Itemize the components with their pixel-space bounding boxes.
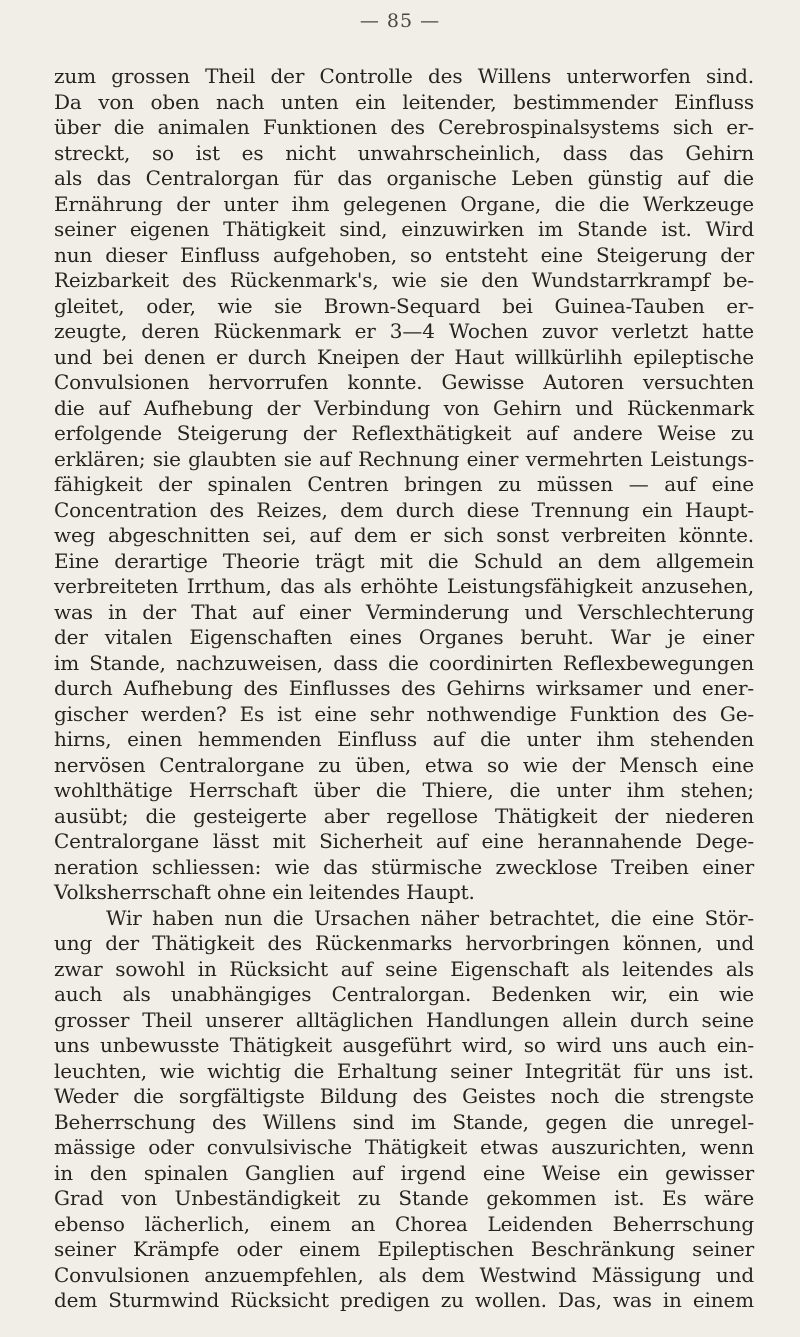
text-line: mässige oder convulsivische Thätigkeit etwas auszurichten, wenn [54, 1135, 754, 1159]
text-line: durch Aufhebung des Einflusses des Gehirns wirksamer und ener- [54, 676, 754, 700]
text-line: Reizbarkeit des Rückenmark's, wie sie den Wundstarrkrampf be- [54, 268, 754, 292]
text-line: Beherrschung des Willens sind im Stande, gegen die unregel- [54, 1109, 754, 1134]
text-line: zeugte, deren Rückenmark er 3—4 Wochen zuvor verletzt hatte [54, 319, 754, 343]
text-line: seiner eigenen Thätigkeit sind, einzuwirken im Stande ist. Wird [54, 217, 754, 241]
text-line: und bei denen er durch Kneipen der Haut willkürlihh epileptische [54, 344, 754, 369]
text-line: Ernährung der unter ihm gelegenen Organe, die die Werkzeuge [54, 191, 754, 216]
text-line: Weder die sorgfältigste Bildung des Geistes noch die strengste [54, 1084, 754, 1108]
text-line: was in der That auf einer Verminderung und Verschlechterung [54, 599, 754, 624]
text-line: zum grossen Theil der Controlle des Willens unterworfen sind. [54, 64, 754, 88]
text-line: im Stande, nachzuweisen, dass die coordinirten Reflexbewegungen [54, 650, 754, 675]
text-line: nervösen Centralorgane zu üben, etwa so wie der Mensch eine [54, 752, 754, 777]
text-line: streckt, so ist es nicht unwahrscheinlich, dass das Gehirn [54, 140, 754, 165]
text-line: Grad von Unbeständigkeit zu Stande gekommen ist. Es wäre [54, 1186, 754, 1210]
text-line: uns unbewusste Thätigkeit ausgeführt wird, so wird uns auch ein- [54, 1033, 754, 1057]
text-line: zwar sowohl in Rücksicht auf seine Eigenschaft als leitendes als [54, 956, 754, 981]
text-line: fähigkeit der spinalen Centren bringen zu müssen — auf eine [54, 472, 754, 496]
text-line: in den spinalen Ganglien auf irgend eine Weise ein gewisser [54, 1160, 754, 1185]
text-line: Centralorgane lässt mit Sicherheit auf eine herannahende Dege- [54, 829, 754, 853]
text-line: nun dieser Einfluss aufgehoben, so entsteht eine Steigerung der [54, 242, 754, 267]
text-line: dem Sturmwind Rücksicht predigen zu wollen. Das, was in einem [54, 1288, 754, 1312]
text-line: Wir haben nun die Ursachen näher betrachtet, die eine Stör- [106, 905, 754, 930]
text-line: Concentration des Reizes, dem durch diese Trennung ein Haupt- [54, 497, 754, 522]
text-line: Eine derartige Theorie trägt mit die Schuld an dem allgemein [54, 548, 754, 573]
text-line: auch als unabhängiges Centralorgan. Bedenken wir, ein wie [54, 982, 754, 1006]
text-line: ausübt; die gesteigerte aber regellose Thätigkeit der niederen [54, 803, 754, 828]
text-line: ebenso lächerlich, einem an Chorea Leidenden Beherrschung [54, 1211, 754, 1236]
text-line: verbreiteten Irrthum, das als erhöhte Leistungsfähigkeit anzusehen, [54, 574, 754, 598]
text-line: grosser Theil unserer alltäglichen Handlungen allein durch seine [54, 1007, 754, 1032]
text-line: erklären; sie glaubten sie auf Rechnung einer vermehrten Leistungs- [54, 446, 754, 471]
body-text [54, 64, 754, 1314]
text-line: leuchten, wie wichtig die Erhaltung seiner Integrität für uns ist. [54, 1058, 754, 1083]
page-number: — 85 — [359, 10, 441, 32]
text-line: seiner Krämpfe oder einem Epileptischen Beschränkung seiner [54, 1237, 754, 1261]
text-line: Da von oben nach unten ein leitender, bestimmender Einfluss [54, 89, 754, 114]
text-line: Convulsionen hervorrufen konnte. Gewisse Autoren versuchten [54, 370, 754, 394]
text-line: gischer werden? Es ist eine sehr nothwendige Funktion des Ge- [54, 701, 754, 726]
text-line: die auf Aufhebung der Verbindung von Gehirn und Rückenmark [54, 395, 754, 420]
text-line: als das Centralorgan für das organische Leben günstig auf die [54, 166, 754, 190]
text-line: Volksherrschaft ohne ein leitendes Haupt. [54, 880, 475, 904]
text-line: neration schliessen: wie das stürmische zwecklose Treiben einer [54, 854, 754, 879]
paragraph [54, 64, 754, 906]
text-line: der vitalen Eigenschaften eines Organes beruht. War je einer [54, 625, 754, 649]
text-line: Convulsionen anzuempfehlen, als dem Westwind Mässigung und [54, 1262, 754, 1287]
text-line: weg abgeschnitten sei, auf dem er sich sonst verbreiten könnte. [54, 523, 754, 547]
paragraph [54, 906, 754, 1314]
text-line: wohlthätige Herrschaft über die Thiere, die unter ihm stehen; [54, 778, 754, 802]
text-line: gleitet, oder, wie sie Brown-Sequard bei Guinea-Tauben er- [54, 293, 754, 318]
text-line: erfolgende Steigerung der Reflexthätigkeit auf andere Weise zu [54, 421, 754, 445]
text-line: ung der Thätigkeit des Rückenmarks hervorbringen können, und [54, 931, 754, 955]
text-line: über die animalen Funktionen des Cerebrospinalsystems sich er- [54, 115, 754, 139]
text-line: hirns, einen hemmenden Einfluss auf die unter ihm stehenden [54, 727, 754, 751]
